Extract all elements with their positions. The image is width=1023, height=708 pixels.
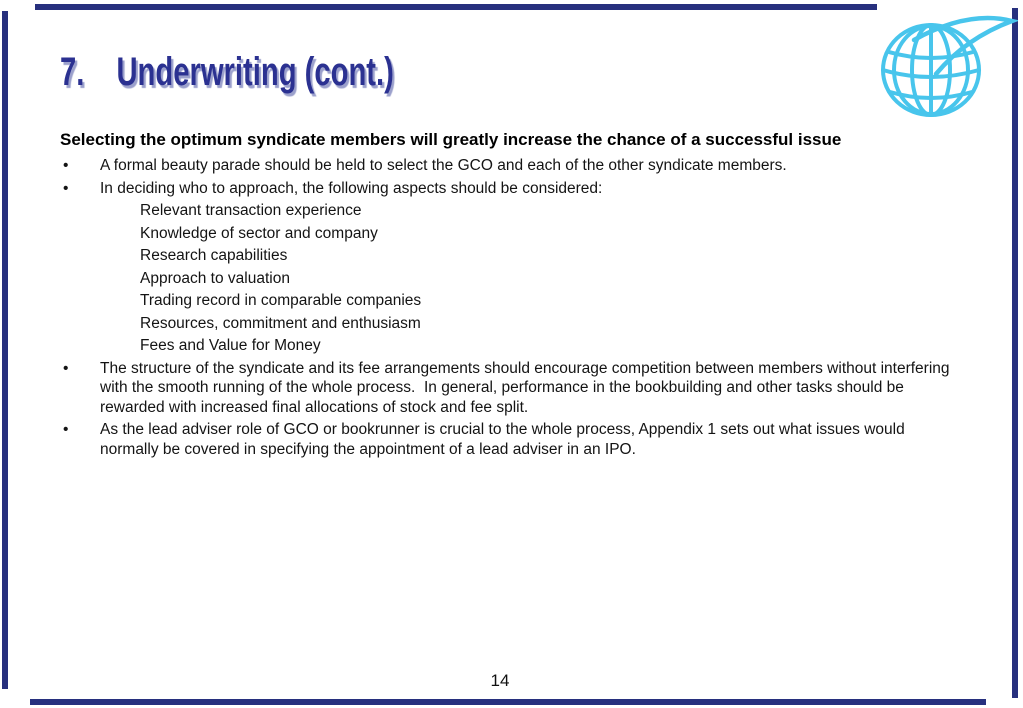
bullet-item	[60, 179, 965, 199]
page-number: 14	[490, 671, 510, 690]
slide-border-left	[2, 11, 8, 689]
bullet-line: with the smooth running of the whole process. In general, performance in the bookbuilding and other tasks should be	[100, 379, 904, 396]
bullet-line: As the lead adviser role of GCO or bookrunner is crucial to the whole process, Appendix 1 sets out what issues would	[100, 421, 905, 438]
slide-body	[60, 130, 965, 459]
bullet-text	[100, 420, 965, 459]
title-number: 7.	[60, 50, 85, 94]
body-heading: Selecting the optimum syndicate members will greatly increase the chance of a successful issue	[60, 130, 842, 149]
bullet-line: normally be covered in specifying the appointment of a lead adviser in an IPO.	[100, 440, 636, 458]
page-title	[60, 52, 394, 92]
sub-item: Knowledge of sector and company	[140, 224, 378, 242]
bullet-line: A formal beauty parade should be held to select the GCO and each of the other syndicate members.	[100, 157, 787, 174]
bullet-marker: •	[63, 359, 69, 377]
bullet-marker: •	[63, 157, 69, 174]
bullet-item	[60, 156, 965, 176]
bullet-item	[60, 420, 965, 459]
sub-item: Research capabilities	[140, 247, 288, 264]
sub-item: Relevant transaction experience	[140, 202, 362, 219]
bullet-text	[100, 156, 965, 176]
bullet-text	[100, 359, 965, 418]
slide-border-top	[35, 4, 877, 10]
bullet-text	[100, 179, 965, 199]
bullet-item	[60, 359, 965, 418]
bullet-marker: •	[63, 179, 69, 197]
bullet-marker: •	[63, 421, 69, 438]
bullet-line: rewarded with increased final allocations of stock and fee split.	[100, 398, 529, 416]
bullet-line: The structure of the syndicate and its fee arrangements should encourage competition between members without interfering	[100, 359, 950, 377]
sub-item: Fees and Value for Money	[140, 337, 321, 354]
slide-border-bottom	[30, 699, 986, 705]
sub-item: Resources, commitment and enthusiasm	[140, 314, 421, 332]
title-text: Underwriting (cont.)	[116, 50, 394, 94]
sub-item: Approach to valuation	[140, 269, 290, 287]
globe-swoosh-icon	[876, 8, 1018, 120]
sub-item: Trading record in comparable companies	[140, 292, 422, 309]
bullet-line: In deciding who to approach, the following aspects should be considered:	[100, 179, 603, 197]
